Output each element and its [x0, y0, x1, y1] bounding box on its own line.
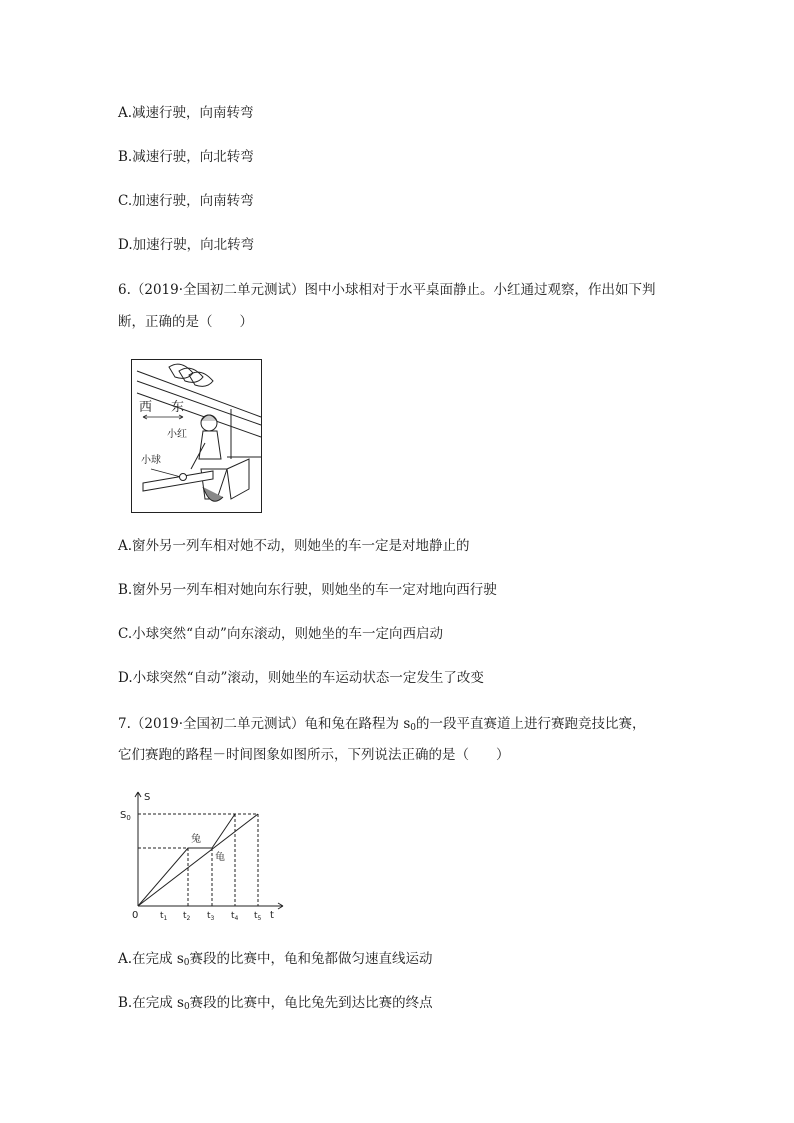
tick-t4: $t_4$ [231, 911, 239, 922]
q6-stem-line1: 6.（2019·全国初二单元测试）图中小球相对于水平桌面静止。小红通过观察，作出如下判 [118, 282, 656, 298]
origin-label: 0 [132, 910, 139, 921]
q7-option-a: A.在完成 $s_0$赛段的比赛中，龟和兔都做匀速直线运动 [118, 951, 433, 968]
q6-option-d: D.小球突然“自动”滚动，则她坐的车运动状态一定发生了改变 [118, 670, 484, 686]
x-axis-label: t [270, 910, 274, 921]
q6-option-a: A.窗外另一列车相对她不动，则她坐的车一定是对地静止的 [118, 538, 470, 554]
q7-stem-line2: 它们赛跑的路程－时间图象如图所示，下列说法正确的是（ ） [118, 747, 510, 763]
label-ball: 小球 [141, 455, 161, 466]
q6-option-b: B.窗外另一列车相对她向东行驶，则她坐的车一定对地向西行驶 [118, 582, 497, 598]
tick-t1: $t_1$ [160, 911, 168, 922]
distance-time-graph [118, 786, 288, 922]
q7-stem-line1: 7.（2019·全国初二单元测试）龟和兔在路程为 $s_0$的一段平直赛道上进行赛跑竞技比赛， [118, 716, 646, 733]
y-axis-label: S [144, 792, 151, 803]
q5-option-c: C.加速行驶，向南转弯 [118, 193, 254, 209]
tick-t3: $t_3$ [207, 911, 215, 922]
q6-stem-line2: 断，正确的是（ ） [118, 314, 253, 330]
label-east: 东 [171, 400, 185, 415]
train-scene-figure [131, 359, 262, 513]
tick-t5: $t_5$ [254, 911, 262, 922]
s0-label: $S_0$ [120, 810, 131, 822]
label-girl: 小红 [167, 429, 187, 440]
q5-option-d: D.加速行驶，向北转弯 [118, 237, 255, 253]
q5-option-a: A.减速行驶，向南转弯 [118, 105, 254, 121]
turtle-line [138, 814, 258, 906]
turtle-label: 龟 [215, 852, 225, 863]
q7-option-b: B.在完成 $s_0$赛段的比赛中，龟比兔先到达比赛的终点 [118, 995, 433, 1012]
ball-icon [180, 474, 187, 481]
q6-option-c: C.小球突然“自动”向东滚动，则她坐的车一定向西启动 [118, 626, 443, 642]
label-west: 西 [139, 400, 153, 415]
tick-t2: $t_2$ [183, 911, 191, 922]
q5-option-b: B.减速行驶，向北转弯 [118, 149, 254, 165]
rabbit-label: 兔 [191, 834, 201, 845]
